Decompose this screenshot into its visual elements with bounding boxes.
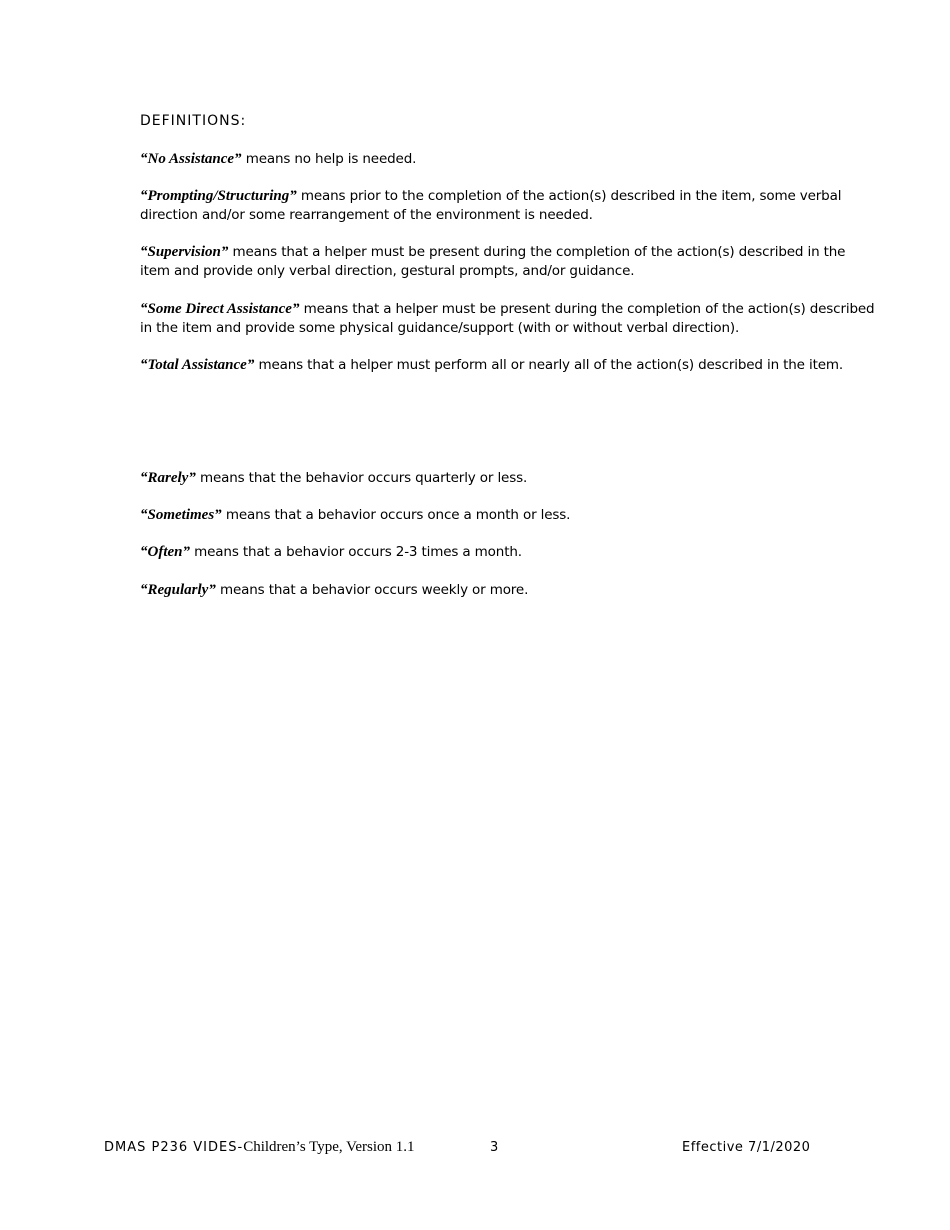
definition-text: means that a helper must perform all or nearly all of the action(s) described in the item. xyxy=(254,357,844,373)
definition-term: “Supervision” xyxy=(140,244,229,260)
definition-text: means that a behavior occurs once a month or less. xyxy=(221,507,571,523)
definition-text: means prior to the completion of the action(s) described in the item, some verbal direction and/or some rearrangement of the environment is needed. xyxy=(140,188,842,223)
definition-rarely xyxy=(140,469,875,488)
definition-text: means no help is needed. xyxy=(241,151,417,167)
definition-text: means that a helper must be present during the completion of the action(s) described in the item and provide only verbal direction, gestural prompts, and/or guidance. xyxy=(140,244,846,279)
footer-doc-code: DMAS P236 VIDES- xyxy=(104,1140,244,1155)
footer-doc-title: Children’s Type, Version 1.1 xyxy=(243,1139,415,1155)
definition-term: “Some Direct Assistance” xyxy=(140,301,300,317)
definition-some-direct-assistance xyxy=(140,300,875,338)
definition-regularly xyxy=(140,581,875,600)
definition-text: means that a helper must be present during the completion of the action(s) described in the item and provide some physical guidance/support (with or without verbal direction). xyxy=(140,301,875,336)
definition-supervision xyxy=(140,243,875,281)
definition-prompting-structuring xyxy=(140,187,875,225)
definition-term: “Sometimes” xyxy=(140,507,222,523)
footer-page-number: 3 xyxy=(490,1140,500,1155)
definition-total-assistance xyxy=(140,356,875,375)
definition-term: “Prompting/Structuring” xyxy=(140,188,297,204)
definition-text: means that the behavior occurs quarterly or less. xyxy=(195,470,528,486)
definition-term: “Rarely” xyxy=(140,470,196,486)
definition-no-assistance xyxy=(140,150,875,169)
definition-term: “Total Assistance” xyxy=(140,357,255,373)
definition-term: “Often” xyxy=(140,544,190,560)
footer-document-title xyxy=(104,1138,415,1156)
definition-sometimes xyxy=(140,506,875,525)
definition-text: means that a behavior occurs 2-3 times a month. xyxy=(190,544,522,560)
footer-effective-date: Effective 7/1/2020 xyxy=(682,1140,811,1155)
definition-term: “No Assistance” xyxy=(140,151,242,167)
definition-often xyxy=(140,543,875,562)
definition-text: means that a behavior occurs weekly or more. xyxy=(215,582,529,598)
definition-term: “Regularly” xyxy=(140,582,216,598)
definitions-heading: DEFINITIONS: xyxy=(140,113,247,129)
